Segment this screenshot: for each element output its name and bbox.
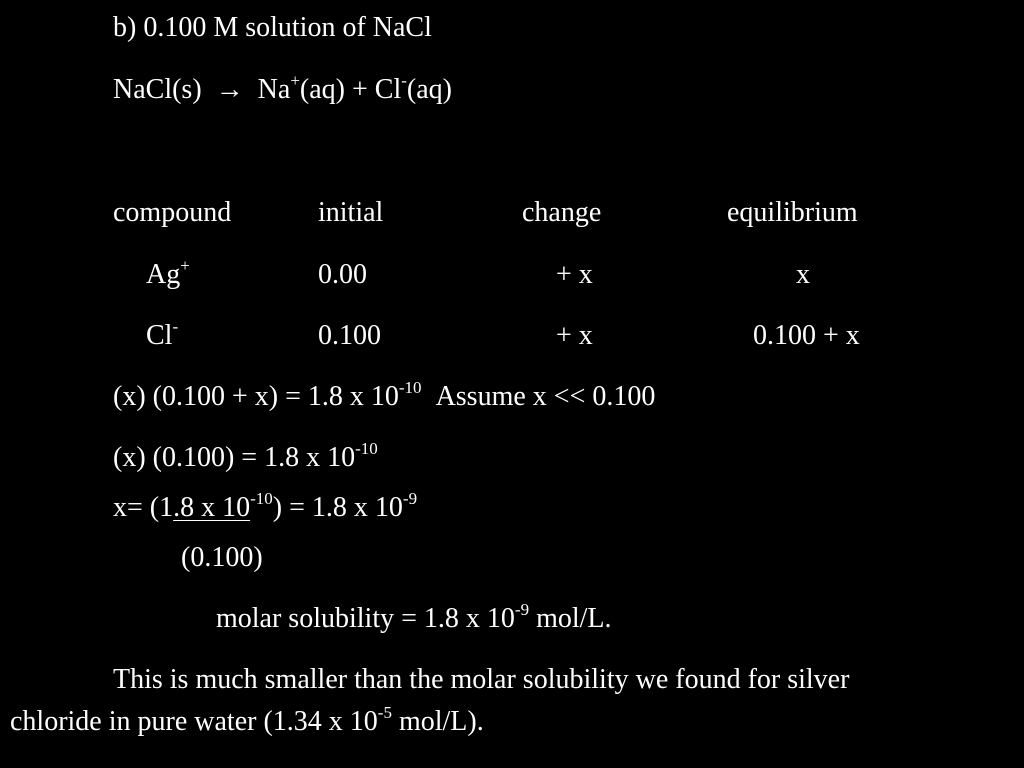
table-row [0,316,1024,358]
header-compound: compound [113,197,232,228]
ice-table-header [0,199,1024,235]
fraction-denominator: (0.100) [181,542,263,573]
conclusion-line-1: This is much smaller than the molar solubility we found for silver [113,664,850,695]
dissociation-equation [113,70,452,105]
row-change: + x [556,320,593,351]
simplified-equation: (x) (0.100) = 1.8 x $10^{-10}$ [113,438,378,473]
row-initial: 0.00 [318,259,367,290]
product-state-2: (aq) [406,74,452,105]
row-initial: 0.100 [318,320,381,351]
header-initial: initial [318,197,384,228]
reaction-arrow: → [215,74,244,105]
row-change: + x [556,259,593,290]
equilibrium-equation: (x) (0.100 + x) = 1.8 x $10^{-10}$ Assume x << 0.100 [113,377,656,412]
conclusion-line-2: chloride in pure water (1.34 x $10^{-5}$ mol/L). [10,702,484,737]
chloride-charge: - [401,70,407,90]
header-equilibrium: equilibrium [727,197,858,228]
row-equilibrium: 0.100 + x [753,320,860,351]
fraction-numerator: .8 x 10 [173,492,251,523]
solve-equation: x= (1.8 x $10^{-10}) = 1.8$ x $10^{-9}$ [113,488,418,523]
part-heading: b) 0.100 M solution of NaCl [113,12,432,43]
product-state-1: (aq) + Cl [299,74,402,105]
header-change: change [522,197,602,228]
row-equilibrium: x [796,259,810,290]
assumption: Assume x << 0.100 [435,381,656,412]
row-compound: Ag+ [146,255,190,290]
sodium-charge: + [290,70,300,90]
reactant: NaCl(s) [113,74,202,105]
product-sodium: Na [257,74,291,105]
molar-solubility-result: molar solubility = 1.8 x $10^{-9}$ mol/L. [216,599,612,634]
table-row [0,255,1024,297]
row-compound: Cl- [146,316,179,351]
